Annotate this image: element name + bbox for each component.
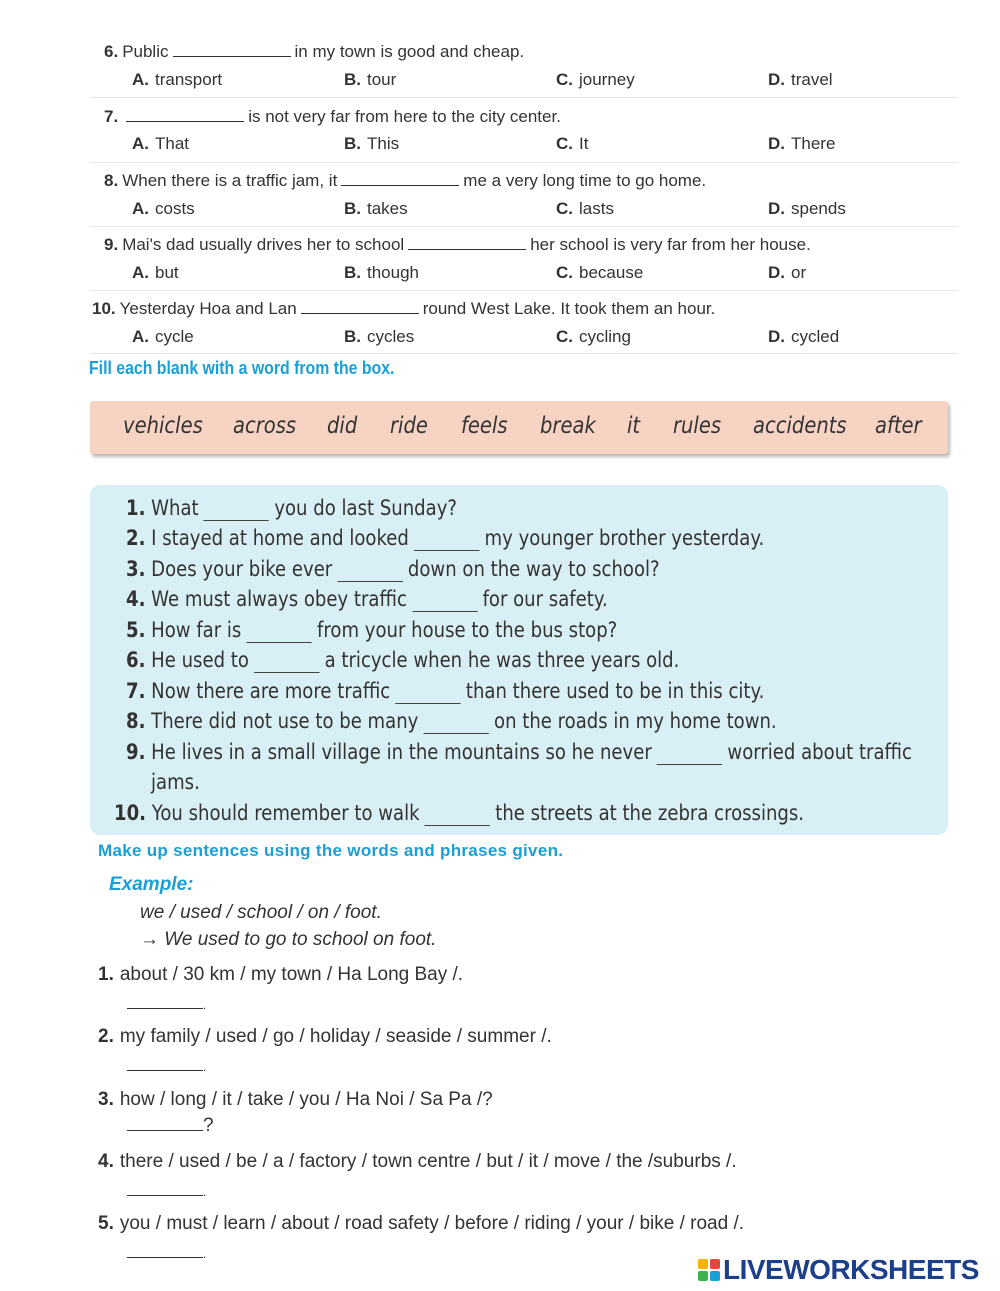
word-option: after — [875, 413, 922, 439]
word-box — [90, 401, 948, 454]
fill-item-6: 6. He used to a tricycle when he was three years old. — [126, 648, 680, 672]
answer-blank[interactable] — [657, 764, 722, 765]
question-text-before: Yesterday Hoa and Lan — [119, 299, 297, 318]
word-option: did — [327, 413, 358, 439]
question-number: 10. — [92, 299, 116, 318]
answer-blank[interactable] — [254, 672, 319, 673]
option-b[interactable]: B. tour — [344, 70, 397, 89]
word-option: vehicles — [123, 413, 203, 439]
fill-item-3: 3. Does your bike ever down on the way to school? — [126, 557, 660, 581]
question-number: 8. — [104, 171, 119, 190]
word-option: accidents — [753, 413, 847, 439]
option-a[interactable]: A. but — [132, 263, 179, 282]
word-option: ride — [390, 413, 428, 439]
example-label: Example: — [109, 874, 194, 895]
logo-text: LIVEWORKSHEETS — [723, 1254, 979, 1285]
mcq-question-9 — [104, 235, 811, 255]
option-a[interactable]: A. costs — [132, 199, 195, 218]
word-option: it — [627, 413, 641, 439]
question-number: 9. — [104, 235, 119, 254]
answer-blank[interactable] — [247, 642, 312, 643]
option-b[interactable]: B. cycles — [344, 327, 415, 346]
option-a[interactable]: A. That — [132, 134, 190, 153]
option-c[interactable]: C. because — [556, 263, 644, 282]
answer-blank[interactable] — [337, 581, 402, 582]
fill-item-8: 8. There did not use to be many on the roads in my home town. — [126, 709, 777, 733]
divider — [90, 226, 958, 227]
answer-blank[interactable] — [425, 825, 490, 826]
fill-item-10: 10. You should remember to walk the streets at the zebra crossings. — [114, 801, 805, 825]
option-d[interactable]: D. spends — [768, 199, 846, 218]
make-answer-3[interactable]: ? — [127, 1115, 214, 1137]
question-text-after: is not very far from here to the city center. — [248, 107, 561, 126]
divider — [90, 162, 958, 163]
example-answer: → We used to go to school on foot. — [140, 929, 437, 950]
word-option: break — [540, 413, 596, 439]
mcq-question-8 — [104, 171, 706, 191]
question-text-before: When there is a traffic jam, it — [122, 171, 338, 190]
answer-blank[interactable] — [173, 56, 291, 57]
fill-panel — [90, 485, 948, 835]
fill-item-9: 9. He lives in a small village in the mountains so he never worried about traffic — [126, 740, 912, 764]
answer-blank[interactable] — [395, 703, 460, 704]
answer-blank[interactable] — [126, 121, 244, 122]
make-answer-1[interactable]: . — [127, 993, 206, 1015]
option-b[interactable]: B. though — [344, 263, 419, 282]
question-text-after: in my town is good and cheap. — [294, 42, 525, 61]
make-answer-4[interactable]: . — [127, 1180, 206, 1202]
question-number: 6. — [104, 42, 119, 61]
make-answer-2[interactable]: . — [127, 1055, 206, 1077]
option-a[interactable]: A. transport — [132, 70, 223, 89]
question-number: 7. — [104, 107, 119, 126]
word-option: rules — [673, 413, 722, 439]
option-a[interactable]: A. cycle — [132, 327, 194, 346]
fill-section-title: Fill each blank with a word from the box. — [89, 358, 395, 378]
option-c[interactable]: C. It — [556, 134, 589, 153]
word-option: feels — [461, 413, 508, 439]
question-text-after: me a very long time to go home. — [463, 171, 707, 190]
answer-blank[interactable] — [424, 733, 489, 734]
mcq-question-6 — [104, 42, 524, 62]
fill-item-9-continuation: jams. — [151, 770, 200, 794]
fill-item-4: 4. We must always obey traffic for our safety. — [126, 587, 608, 611]
make-item-5: 5. you / must / learn / about / road safety / before / riding / your / bike / road /. — [98, 1213, 745, 1234]
answer-blank[interactable] — [408, 249, 526, 250]
option-c[interactable]: C. journey — [556, 70, 635, 89]
make-answer-5[interactable]: . — [127, 1242, 206, 1264]
answer-blank[interactable] — [341, 185, 459, 186]
option-b[interactable]: B. This — [344, 134, 400, 153]
option-b[interactable]: B. takes — [344, 199, 408, 218]
example-prompt: we / used / school / on / foot. — [140, 902, 382, 923]
divider — [90, 353, 958, 354]
option-c[interactable]: C. lasts — [556, 199, 614, 218]
question-text-before: Public — [122, 42, 169, 61]
fill-item-7: 7. Now there are more traffic than there used to be in this city. — [126, 679, 765, 703]
divider — [90, 290, 958, 291]
mcq-question-7 — [104, 107, 561, 127]
answer-blank[interactable] — [204, 520, 269, 521]
option-d[interactable]: D. cycled — [768, 327, 840, 346]
option-d[interactable]: D. There — [768, 134, 836, 153]
logo-blocks-icon — [698, 1259, 720, 1281]
divider — [90, 97, 958, 98]
question-text-after: her school is very far from her house. — [530, 235, 811, 254]
make-item-2: 2. my family / used / go / holiday / seaside / summer /. — [98, 1026, 552, 1047]
question-text-after: round West Lake. It took them an hour. — [422, 299, 716, 318]
liveworksheets-logo[interactable] — [698, 1256, 979, 1284]
option-d[interactable]: D. or — [768, 263, 807, 282]
question-text-before: Mai's dad usually drives her to school — [122, 235, 405, 254]
make-section-title: Make up sentences using the words and phrases given. — [98, 841, 564, 860]
option-d[interactable]: D. travel — [768, 70, 833, 89]
make-item-1: 1. about / 30 km / my town / Ha Long Bay /. — [98, 964, 464, 985]
fill-item-5: 5. How far is from your house to the bus stop? — [126, 618, 618, 642]
option-c[interactable]: C. cycling — [556, 327, 631, 346]
answer-blank[interactable] — [414, 550, 479, 551]
answer-blank[interactable] — [301, 313, 419, 314]
make-item-3: 3. how / long / it / take / you / Ha Noi / Sa Pa /? — [98, 1089, 493, 1110]
answer-blank[interactable] — [412, 611, 477, 612]
fill-item-1: 1. What you do last Sunday? — [126, 496, 457, 520]
mcq-question-10 — [92, 299, 715, 319]
make-item-4: 4. there / used / be / a / factory / town centre / but / it / move / the /suburbs /. — [98, 1151, 737, 1172]
fill-item-2: 2. I stayed at home and looked my younger brother yesterday. — [126, 526, 765, 550]
word-option: across — [233, 413, 297, 439]
